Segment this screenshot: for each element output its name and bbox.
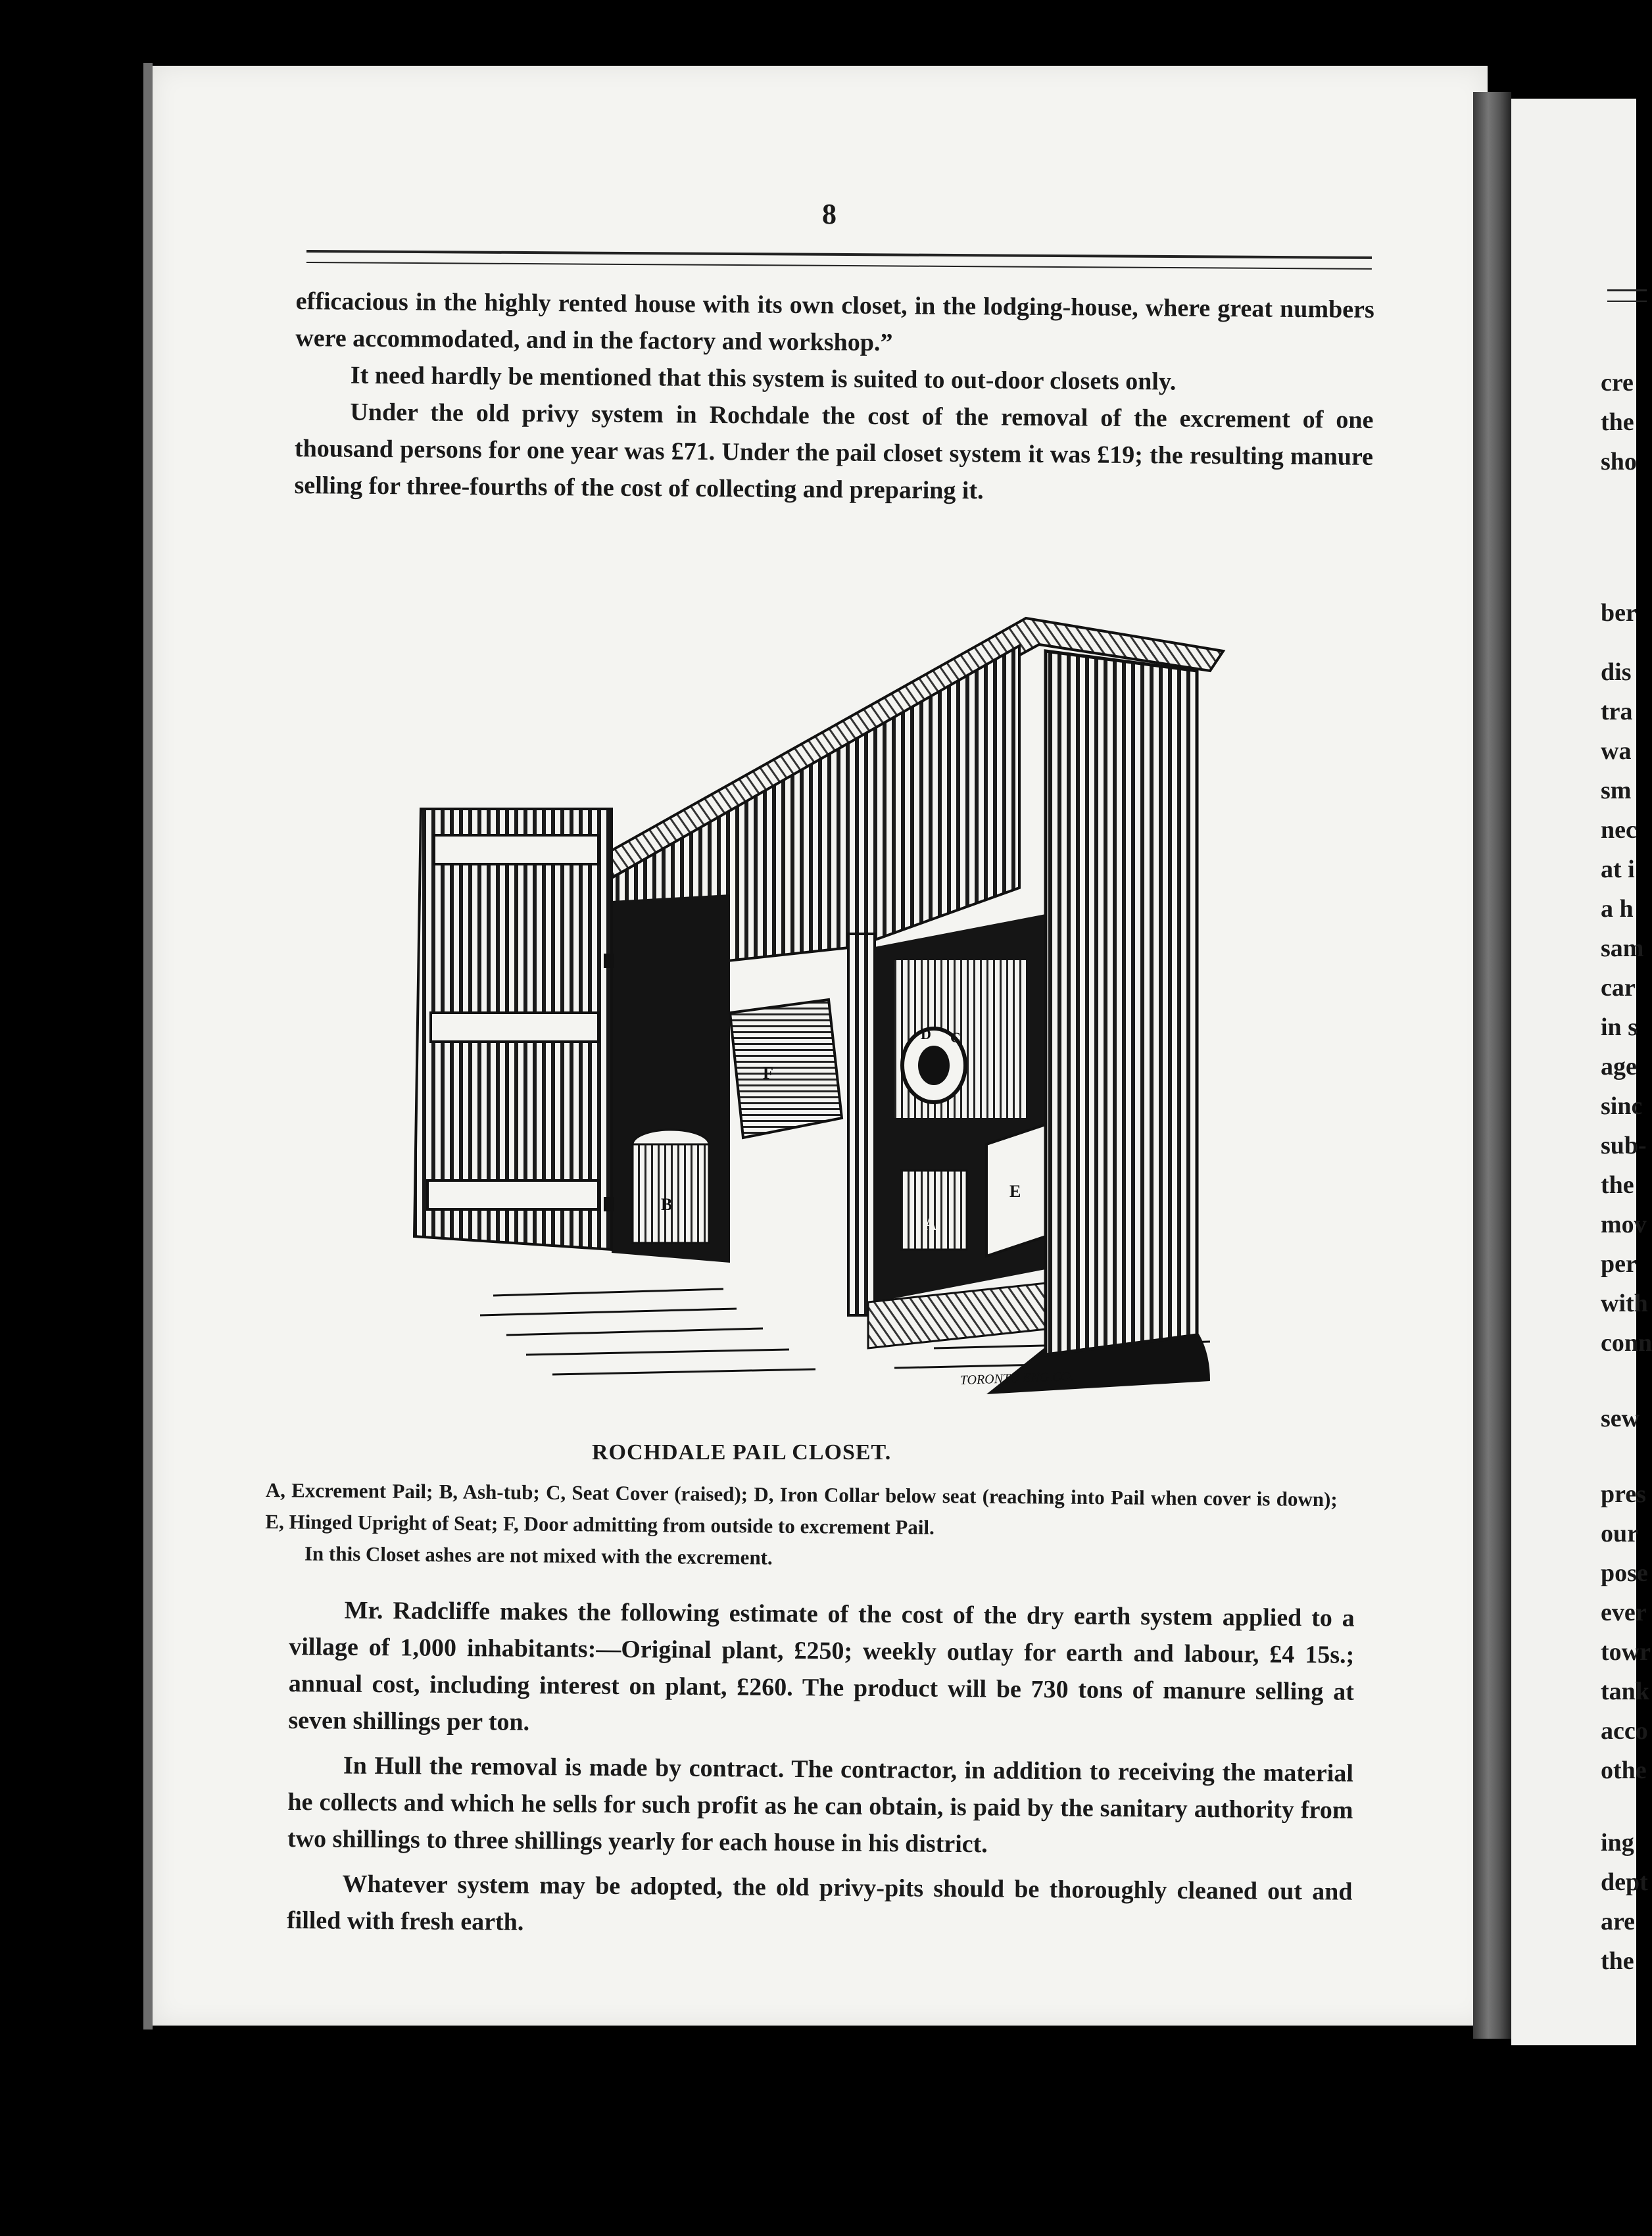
facing-page-fragment: tank	[1601, 1678, 1649, 1705]
legend-text: A, Excrement Pail; B, Ash-tub; C, Seat Cover (raised); D, Iron Collar below seat (reaching into Pail when cover is down); E, Hinged Upright of Seat; F, Door admitting from outside to excrement Pail.	[265, 1478, 1338, 1539]
facing-page-edge	[1511, 99, 1652, 2045]
facing-page-fragment: wa	[1601, 737, 1632, 765]
facing-page-fragment: are	[1601, 1908, 1636, 1935]
facing-page-fragment: towr	[1601, 1638, 1651, 1666]
middle-post	[848, 934, 875, 1315]
facing-page-fragment: ever	[1601, 1599, 1647, 1626]
facing-page-rule	[1607, 289, 1647, 302]
facing-page-fragment: othe	[1601, 1757, 1647, 1784]
page-number: 8	[822, 198, 837, 230]
facing-page-fragment: acco	[1601, 1717, 1648, 1745]
hatch-door-f	[730, 1000, 842, 1138]
engraver-credit: TORONTO ENG.CO.	[960, 1369, 1075, 1388]
facing-page-fragment: in s	[1601, 1013, 1638, 1041]
hinged-upright	[986, 1125, 1046, 1256]
paragraph-radcliffe-estimate: Mr. Radcliffe makes the following estimate of the cost of the dry earth system applied to a village of 1,000 inhabitants:—Original plant, £250; weekly outlay for earth and labour, £4 15s.; annual cost, including interest on plant, £260. The product will be 730 tons of manure selling at seven shillings per ton.	[288, 1596, 1355, 1736]
facing-page-fragment: sub-	[1601, 1132, 1647, 1159]
facing-page-fragment: per	[1601, 1250, 1637, 1278]
legend-note: In this Closet ashes are not mixed with the excrement.	[304, 1542, 773, 1569]
facing-page-fragment: age	[1601, 1053, 1637, 1081]
facing-page-fragment: our	[1601, 1520, 1638, 1547]
svg-text:C: C	[950, 1029, 961, 1046]
facing-page-fragment: the	[1601, 1947, 1634, 1975]
facing-page-fragment: pres	[1601, 1480, 1646, 1508]
facing-page-fragment: conn	[1601, 1329, 1652, 1357]
top-text-block	[294, 283, 1374, 512]
paragraph-outdoor: It need hardly be mentioned that this system is suited to out-door closets only.	[350, 361, 1177, 396]
paragraph-rochdale-cost: Under the old privy system in Rochdale the cost of the removal of the excrement of one thousand persons for one year was £71. Under the pail closet system it was £19; the resulting manure selling for three-fourths of the cost of collecting and preparing it.	[294, 398, 1374, 505]
facing-page-fragment: sho	[1601, 448, 1637, 475]
facing-page-fragment: sam	[1601, 935, 1644, 962]
facing-page-fragment: mov	[1601, 1211, 1647, 1238]
facing-page-fragment: sinc	[1601, 1092, 1643, 1120]
svg-text:F: F	[763, 1063, 773, 1082]
facing-page-fragment: sm	[1601, 777, 1632, 804]
facing-page-fragment: ber	[1601, 599, 1637, 627]
facing-page-fragment: a h	[1601, 895, 1634, 923]
facing-page-fragment: dis	[1601, 658, 1632, 686]
facing-page-fragment: pose	[1601, 1559, 1648, 1587]
facing-page-fragment: dept	[1601, 1868, 1648, 1896]
excrement-pail	[901, 1171, 967, 1250]
svg-text:A: A	[924, 1215, 936, 1234]
facing-page-fragment: ing	[1601, 1829, 1634, 1857]
facing-page-fragment: sew	[1601, 1405, 1640, 1432]
book-gutter	[1473, 92, 1511, 2039]
facing-page-fragment: car	[1601, 974, 1636, 1002]
facing-page-fragment: nec	[1601, 816, 1637, 844]
closet-illustration	[395, 605, 1236, 1414]
page-edge-shadow	[143, 63, 153, 2029]
paragraph-privy-pits: Whatever system may be adopted, the old privy-pits should be thoroughly cleaned out and filled with fresh earth.	[286, 1870, 1353, 1936]
svg-text:E: E	[1009, 1182, 1021, 1201]
paragraph-hull-contract: In Hull the removal is made by contract. The contractor, in addition to receiving the material he collects and which he sells for such profit as he can obtain, is paid by the sanitary authority from two shillings to three shillings yearly for each house in his district.	[287, 1751, 1354, 1859]
facing-page-fragment: cre	[1601, 369, 1634, 397]
facing-page-fragment: the	[1601, 408, 1634, 436]
bottom-text-block	[287, 1592, 1355, 1947]
facing-page-fragment: the	[1601, 1171, 1634, 1199]
open-door	[414, 809, 614, 1250]
svg-text:B: B	[661, 1195, 673, 1214]
figure-caption: ROCHDALE PAIL CLOSET.	[592, 1440, 892, 1465]
facing-page-fragment: tra	[1601, 698, 1633, 725]
paragraph-continuation: efficacious in the highly rented house with its own closet, in the lodging-house, where great numbers were accommodated, and in the factory and workshop.”	[295, 287, 1374, 357]
facing-page-fragment: at i	[1601, 856, 1635, 883]
seat-cover	[902, 1026, 965, 1102]
side-wall	[1046, 651, 1197, 1355]
figure-legend	[265, 1474, 1338, 1578]
svg-text:D: D	[921, 1026, 931, 1042]
facing-page-fragment: with	[1601, 1290, 1648, 1317]
ash-tub	[633, 1130, 709, 1243]
